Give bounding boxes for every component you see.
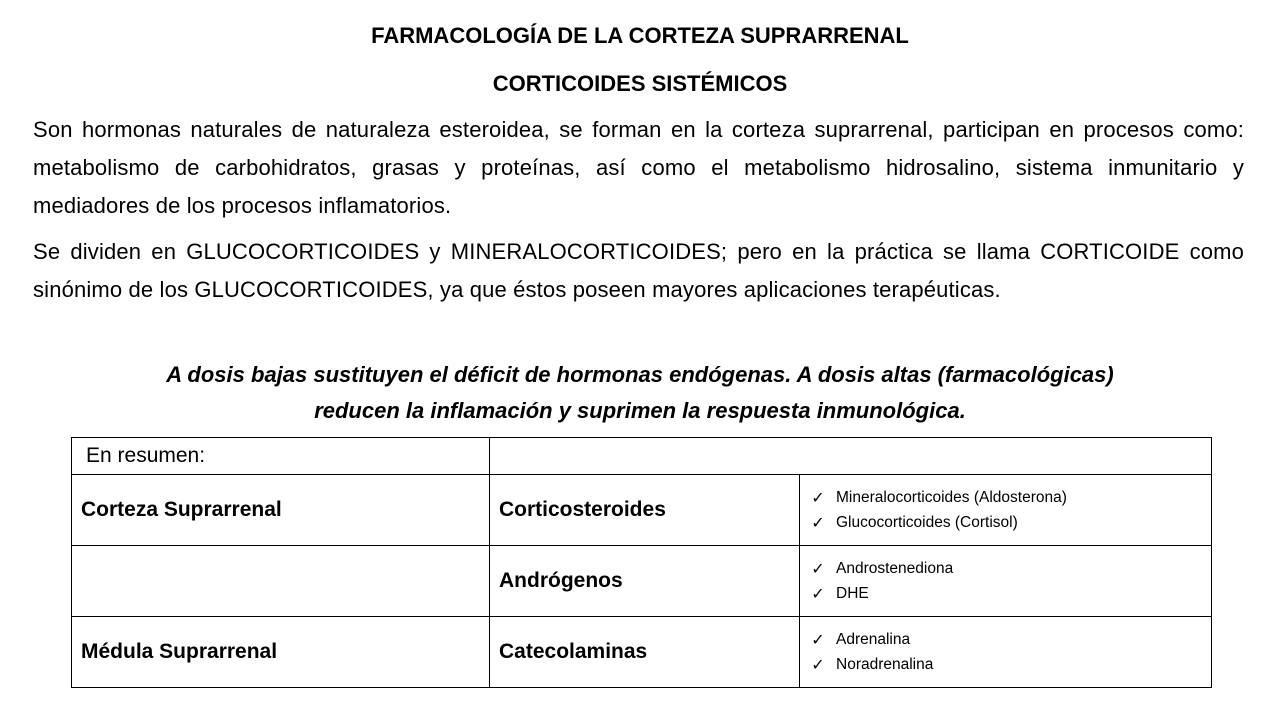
group-label: Corticosteroides <box>499 498 666 521</box>
list-item <box>810 627 1211 652</box>
items-cell <box>800 546 1212 617</box>
list-item <box>810 652 1211 677</box>
hormone-label: Glucocorticoides (Cortisol) <box>836 514 1018 531</box>
list-item <box>810 556 1211 581</box>
region-label: Médula Suprarrenal <box>81 640 278 663</box>
intro-paragraph: Son hormonas naturales de naturaleza esteroidea, se forman en la corteza suprarrenal, participan en procesos como: metabolismo de carbohidratos, grasas y proteínas, así como el metabolismo hidrosalino, sistema inmunitario y mediadores de los procesos inflamatorios. <box>33 117 1244 218</box>
table-row <box>72 475 1212 546</box>
items-cell <box>800 617 1212 688</box>
list-item <box>810 510 1211 535</box>
classification-paragraph: Se dividen en GLUCOCORTICOIDES y MINERALOCORTICOIDES; pero en la práctica se llama CORTICOIDE como sinónimo de los GLUCOCORTICOIDES, ya que éstos poseen mayores aplicaciones terapéuticas. <box>33 239 1244 302</box>
table-row <box>72 546 1212 617</box>
table-row <box>72 617 1212 688</box>
list-item <box>810 581 1211 606</box>
table-header-row <box>72 438 1212 475</box>
group-label: Catecolaminas <box>499 640 648 663</box>
summary-table <box>71 437 1212 688</box>
group-cell <box>490 617 800 688</box>
hormone-label: Noradrenalina <box>836 656 934 673</box>
summary-label: En resumen: <box>86 444 206 467</box>
emphasis-line: A dosis bajas sustituyen el déficit de hormonas endógenas. A dosis altas (farmacológicas) <box>166 362 1114 387</box>
check-icon: ✓ <box>811 584 825 603</box>
hormone-label: DHE <box>836 585 869 602</box>
page-title: FARMACOLOGÍA DE LA CORTEZA SUPRARRENAL <box>371 23 909 48</box>
hormone-list <box>800 485 1211 535</box>
region-label: Corteza Suprarrenal <box>81 498 282 521</box>
check-icon: ✓ <box>811 630 825 649</box>
hormone-label: Androstenediona <box>836 560 954 577</box>
table-header-empty-cell <box>490 438 1212 475</box>
region-cell <box>72 546 490 617</box>
hormone-label: Adrenalina <box>836 631 911 648</box>
emphasis-line: reducen la inflamación y suprimen la respuesta inmunológica. <box>314 398 966 423</box>
region-cell <box>72 617 490 688</box>
hormone-list <box>800 556 1211 606</box>
items-cell <box>800 475 1212 546</box>
region-cell <box>72 475 490 546</box>
check-icon: ✓ <box>811 655 825 674</box>
table-header-label-cell <box>72 438 490 475</box>
list-item <box>810 485 1211 510</box>
emphasis-statement <box>0 357 1280 429</box>
group-cell <box>490 546 800 617</box>
check-icon: ✓ <box>811 513 825 532</box>
group-label: Andrógenos <box>499 569 623 592</box>
hormone-list <box>800 627 1211 677</box>
check-icon: ✓ <box>811 559 825 578</box>
hormone-label: Mineralocorticoides (Aldosterona) <box>836 489 1067 506</box>
check-icon: ✓ <box>811 488 825 507</box>
page-subtitle: CORTICOIDES SISTÉMICOS <box>492 71 788 96</box>
group-cell <box>490 475 800 546</box>
